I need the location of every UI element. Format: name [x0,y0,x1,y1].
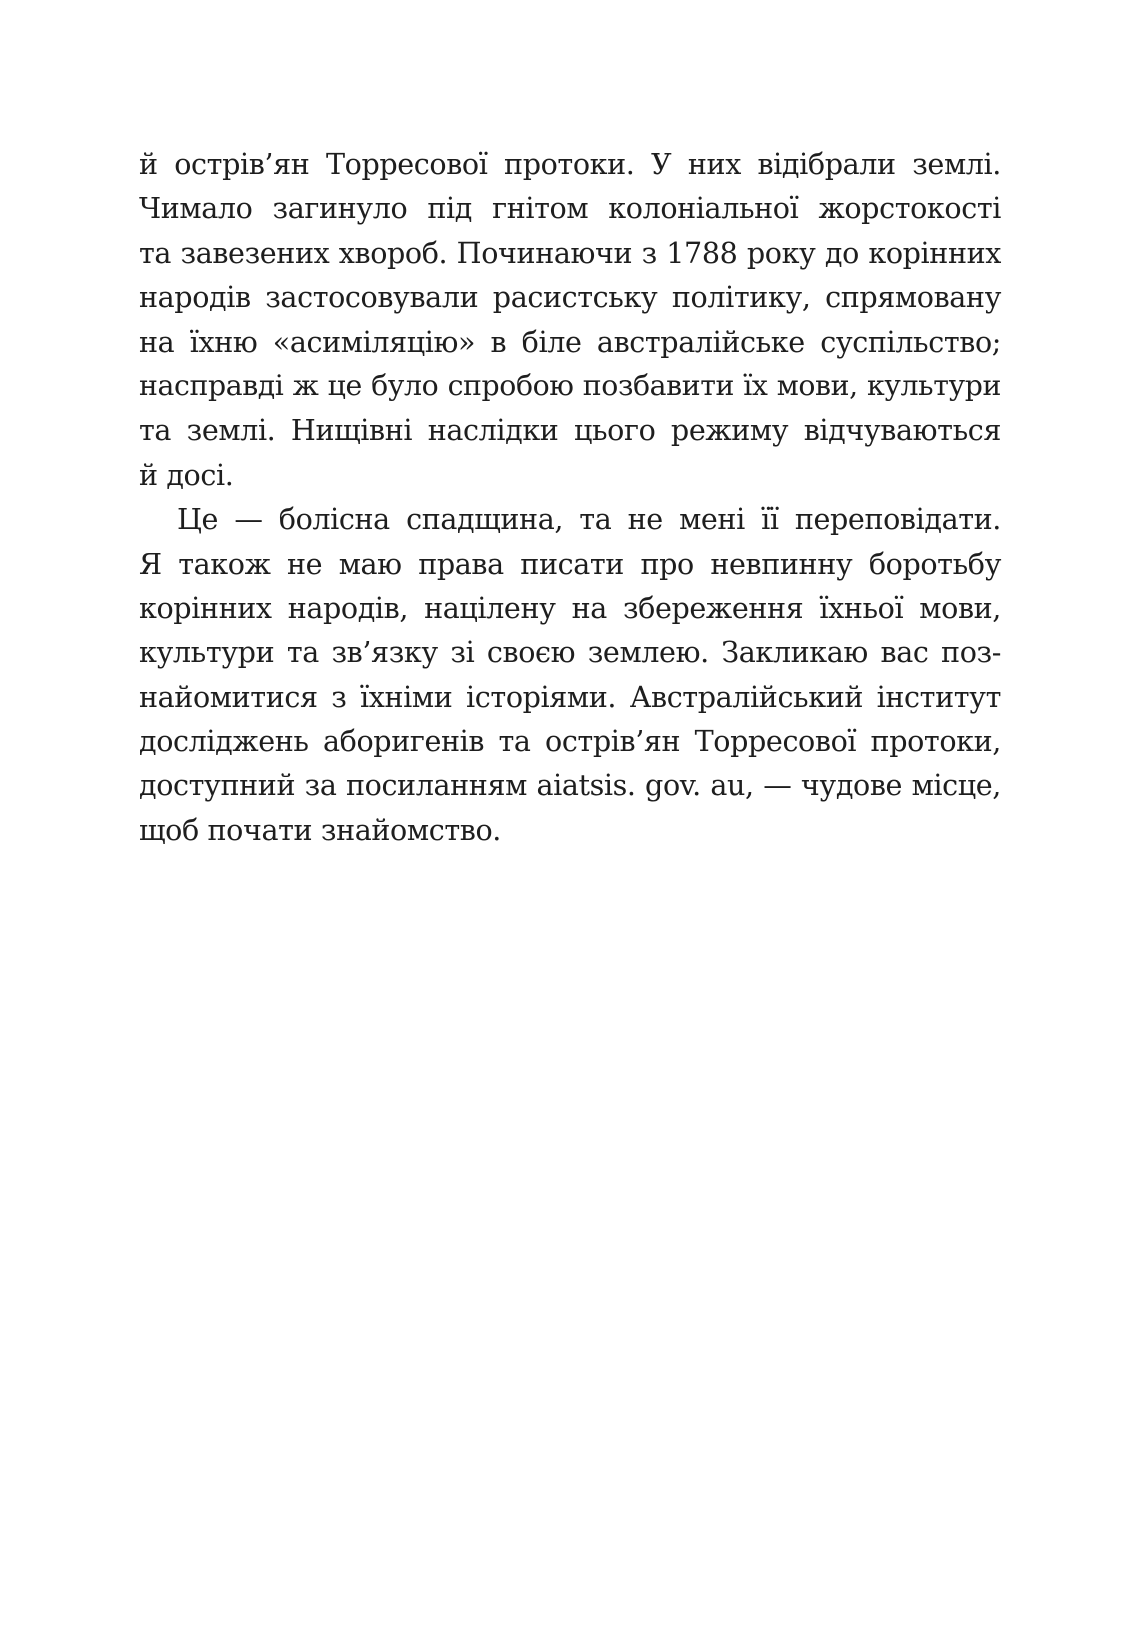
text-line: доступний за посиланням aiatsis. gov. au, — чудове місце, [139,768,1001,803]
text-line: й острів’ян Торресової протоки. У них відібрали землі. [139,147,1001,181]
paragraph-2 [139,497,1001,852]
paragraph-1 [139,142,1001,497]
text-line: й досі. [139,457,234,492]
text-line: народів застосовували расистську політику, спрямовану [139,280,1001,315]
text-line: на їхню «асиміляцію» в біле австралійське суспільство; [139,324,1001,359]
text-line: щоб почати знайомство. [139,812,501,847]
text-line: та завезених хвороб. Починаючи з 1788 року до корінних [139,235,1001,270]
text-line: Чимало загинуло під гнітом колоніальної жорстокості [139,191,1001,226]
text-line: Це — болісна спадщина, та не мені її переповідати. [177,502,1001,537]
text-line: досліджень аборигенів та острів’ян Торресової протоки, [139,724,1001,759]
text-line: корінних народів, націлену на збереження їхньої мови, [139,590,1001,625]
body-text [139,142,1001,852]
text-line: Я також не маю права писати про невпинну боротьбу [139,546,1001,581]
text-line: найомитися з їхніми історіями. Австралійський інститут [139,679,1001,714]
text-line: та землі. Нищівні наслідки цього режиму відчуваються [139,413,1001,448]
text-line: культури та зв’язку зі своєю землею. Закликаю вас поз- [139,635,1001,670]
text-line: насправді ж це було спробою позбавити їх мови, культури [139,368,1001,402]
